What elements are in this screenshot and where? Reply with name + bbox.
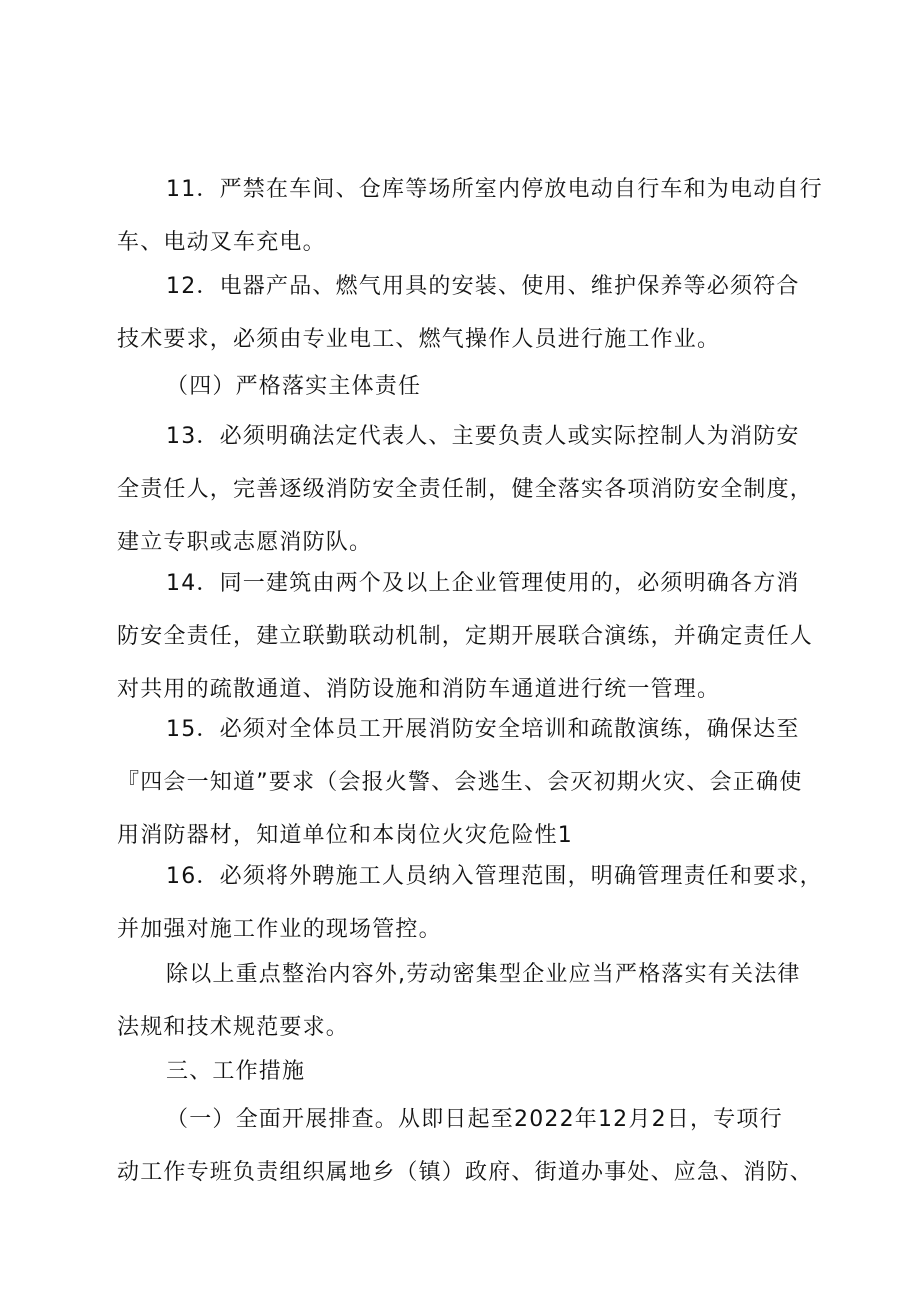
paragraph-11: [117, 163, 823, 269]
paragraph-line: 技术要求，必须由专业电工、燃气操作人员进行施工作业。: [117, 327, 721, 352]
paragraph-15: [117, 703, 817, 862]
paragraph-line: 14．同一建筑由两个及以上企业管理使用的，必须明确各方消: [166, 571, 800, 596]
paragraph-line: 11．严禁在车间、仓库等场所室内停放电动自行车和为电动自行: [166, 177, 823, 202]
paragraph-line: 用消防器材，知道单位和本岗位火灾危险性1: [117, 823, 573, 848]
paragraph-12: [117, 260, 817, 366]
paragraph-closing: [117, 948, 817, 1054]
paragraph-line: （一）全面开展排查。从即日起至2022年12月2日，专项行: [166, 1107, 783, 1132]
paragraph-16: [117, 850, 823, 956]
paragraph-line: 12．电器产品、燃气用具的安装、使用、维护保养等必须符合: [166, 274, 800, 299]
paragraph-line: 13．必须明确法定代表人、主要负责人或实际控制人为消防安: [166, 424, 800, 449]
paragraph-line: 动工作专班负责组织属地乡（镇）政府、街道办事处、应急、消防、: [117, 1160, 814, 1185]
paragraph-line: 对共用的疏散通道、消防设施和消防车通道进行统一管理。: [117, 677, 721, 702]
section-heading-3: [117, 1045, 817, 1098]
paragraph-line: 全责任人，完善逐级消防安全责任制，健全落实各项消防安全制度，: [117, 477, 814, 502]
paragraph-line: 16．必须将外聘施工人员纳入管理范围，明确管理责任和要求，: [166, 864, 823, 889]
paragraph-measure-1: [117, 1093, 817, 1199]
section-heading-4: [117, 360, 817, 413]
paragraph-line: 法规和技术规范要求。: [117, 1015, 350, 1040]
paragraph-line: 建立专职或志愿消防队。: [117, 530, 373, 555]
heading-line: （四）严格落实主体责任: [166, 374, 422, 399]
paragraph-line: 『四会一知道”要求（会报火警、会逃生、会灭初期火灾、会正确使: [117, 770, 803, 795]
heading-line: 三、工作措施: [166, 1059, 306, 1084]
paragraph-line: 15．必须对全体员工开展消防安全培训和疏散演练，确保达至: [166, 717, 800, 742]
paragraph-line: 并加强对施工作业的现场管控。: [117, 917, 442, 942]
paragraph-13: [117, 410, 817, 569]
paragraph-line: 除以上重点整治内容外,劳动密集型企业应当严格落实有关法律: [166, 962, 801, 987]
paragraph-14: [117, 557, 817, 716]
paragraph-line: 车、电动叉车充电。: [117, 230, 326, 255]
paragraph-line: 防安全责任，建立联勤联动机制，定期开展联合演练，并确定责任人: [117, 624, 814, 649]
